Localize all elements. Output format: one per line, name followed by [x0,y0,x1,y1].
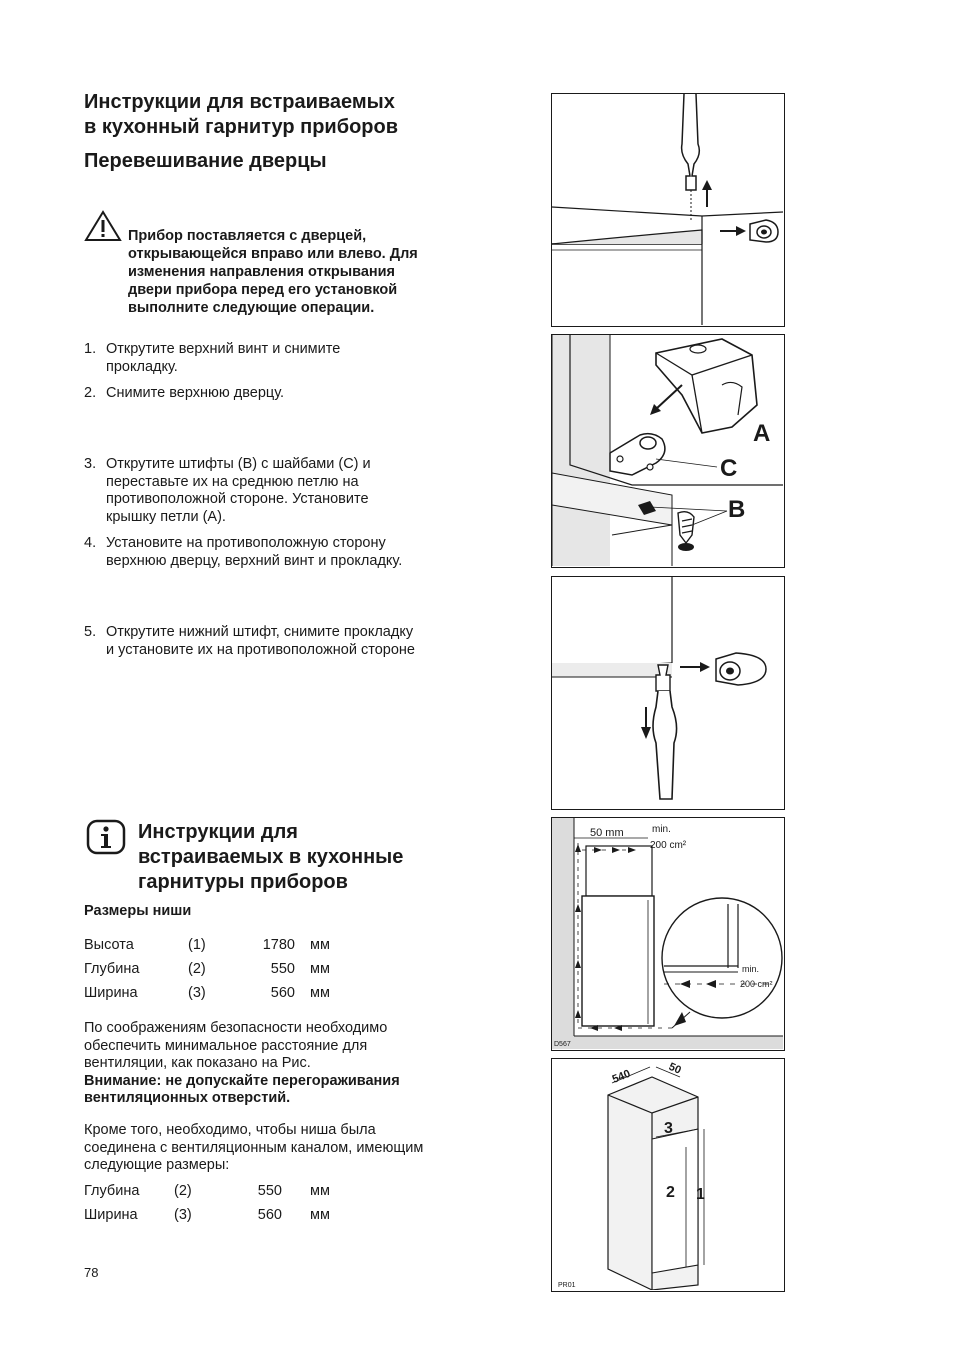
dim-unit: мм [310,961,330,977]
dim-label: Глубина [84,961,140,977]
step-text: верхнюю дверцу, верхний винт и прокладку. [106,552,403,569]
step-text: Открутите нижний штифт, снимите прокладку [106,624,414,640]
section2-title-line: встраиваемых в кухонные [138,846,404,868]
dim-label: Глубина [84,1183,140,1199]
warning-line: двери прибора перед его установкой [128,282,398,298]
dim-index: (3) [174,1207,192,1223]
min-label: min. [652,824,671,835]
warning-text-rest [128,245,468,317]
step-number: 2. [84,385,97,401]
step-5 [84,624,469,659]
step-number: 5. [84,624,97,640]
dim-value: 550 [257,1183,282,1199]
step-text: крышку петли (A). [106,508,226,525]
paragraph-line: Кроме того, необходимо, чтобы ниша была [84,1122,376,1138]
duct-dim-width [84,1207,384,1227]
depth-label: 50 [666,1060,683,1077]
warning-text [128,227,366,245]
niche-heading: Размеры ниши [84,903,192,919]
gap-label: 50 mm [590,827,624,839]
paragraph-line: вентиляции, как показано на Рис. [84,1055,311,1071]
width-label: 540 [610,1067,633,1086]
figure-niche [551,1058,785,1292]
dim-value: 560 [270,985,295,1001]
warning-line: выполните следующие операции. [128,300,375,316]
dim-label: Ширина [84,985,138,1001]
section2-title-line: Инструкции для [138,821,298,843]
dim-value: 560 [257,1207,282,1223]
dim-label: Ширина [84,1207,138,1223]
paragraph-warning-line: вентиляционных отверстий. [84,1090,291,1106]
warning-icon [84,210,122,247]
dim-2-label: 2 [666,1184,675,1201]
warning-line: открывающейся вправо или влево. Для [128,246,418,262]
dim-index: (1) [188,937,206,953]
page-title [84,90,398,140]
warning-line: изменения направления открывания [128,264,396,280]
dim-3-label: 3 [664,1120,673,1137]
figure-code: D567 [554,1041,571,1048]
dim-row-width [84,985,384,1005]
label-a: A [753,420,771,447]
step-text: Снимите верхнюю дверцу. [106,385,285,401]
duct-dim-depth [84,1183,384,1203]
step-number: 1. [84,341,97,357]
step-text: переставьте их на среднюю петлю на [106,473,359,490]
warning-line: Прибор поставляется с дверцей, [128,228,367,244]
info-icon [86,819,126,860]
dim-row-height [84,937,384,957]
step-text: противоположной стороне. Установите [106,491,369,507]
page-title-line2: в кухонный гарнитур приборов [84,116,399,138]
step-4 [84,535,469,570]
step-text: Установите на противоположную сторону [106,535,386,551]
dim-unit: мм [310,1183,330,1199]
step-text: и установите их на противоположной стороне [106,641,415,658]
dim-value: 550 [270,961,295,977]
figure-code: PR01 [558,1282,576,1289]
paragraph-warning-line: Внимание: не допускайте перегораживания [84,1072,400,1089]
step-3 [84,456,469,526]
duct-paragraph [84,1122,474,1175]
paragraph-line: обеспечить минимальное расстояние для [84,1037,368,1054]
dim-row-depth [84,961,384,981]
dim-1-label: 1 [696,1186,705,1203]
figure-bottom-pin [551,576,785,810]
paragraph-line: соединена с вентиляционным каналом, имеющим [84,1139,424,1156]
dim-index: (3) [188,985,206,1001]
section-subtitle: Перевешивание дверцы [84,150,327,172]
step-text: Открутите штифты (B) с шайбами (C) и [106,456,371,472]
label-c: C [720,455,738,482]
paragraph-line: следующие размеры: [84,1157,230,1173]
paragraph-line: По соображениям безопасности необходимо [84,1020,388,1036]
step-2 [84,385,469,403]
figure-ventilation [551,817,785,1051]
step-text: Открутите верхний винт и снимите [106,341,341,357]
step-1 [84,341,469,376]
zoom-area-label: 200 cm² [740,979,773,989]
step-number: 4. [84,535,97,551]
figure-top-screw [551,93,785,327]
label-b: B [728,496,746,523]
dim-value: 1780 [262,937,295,953]
dim-index: (2) [188,961,206,977]
area-label: 200 cm² [650,840,687,851]
section2-title-line: гарнитуры приборов [138,871,348,893]
dim-unit: мм [310,985,330,1001]
dim-unit: мм [310,1207,330,1223]
zoom-min-label: min. [742,964,760,974]
ventilation-paragraph [84,1020,474,1108]
dim-unit: мм [310,937,330,953]
step-number: 3. [84,456,97,472]
step-text: прокладку. [106,358,178,375]
section2-title [138,820,403,895]
dim-label: Высота [84,937,134,953]
figure-hinge [551,334,785,568]
page-number: 78 [84,1265,99,1280]
page-title-line1: Инструкции для встраиваемых [84,91,395,113]
dim-index: (2) [174,1183,192,1199]
